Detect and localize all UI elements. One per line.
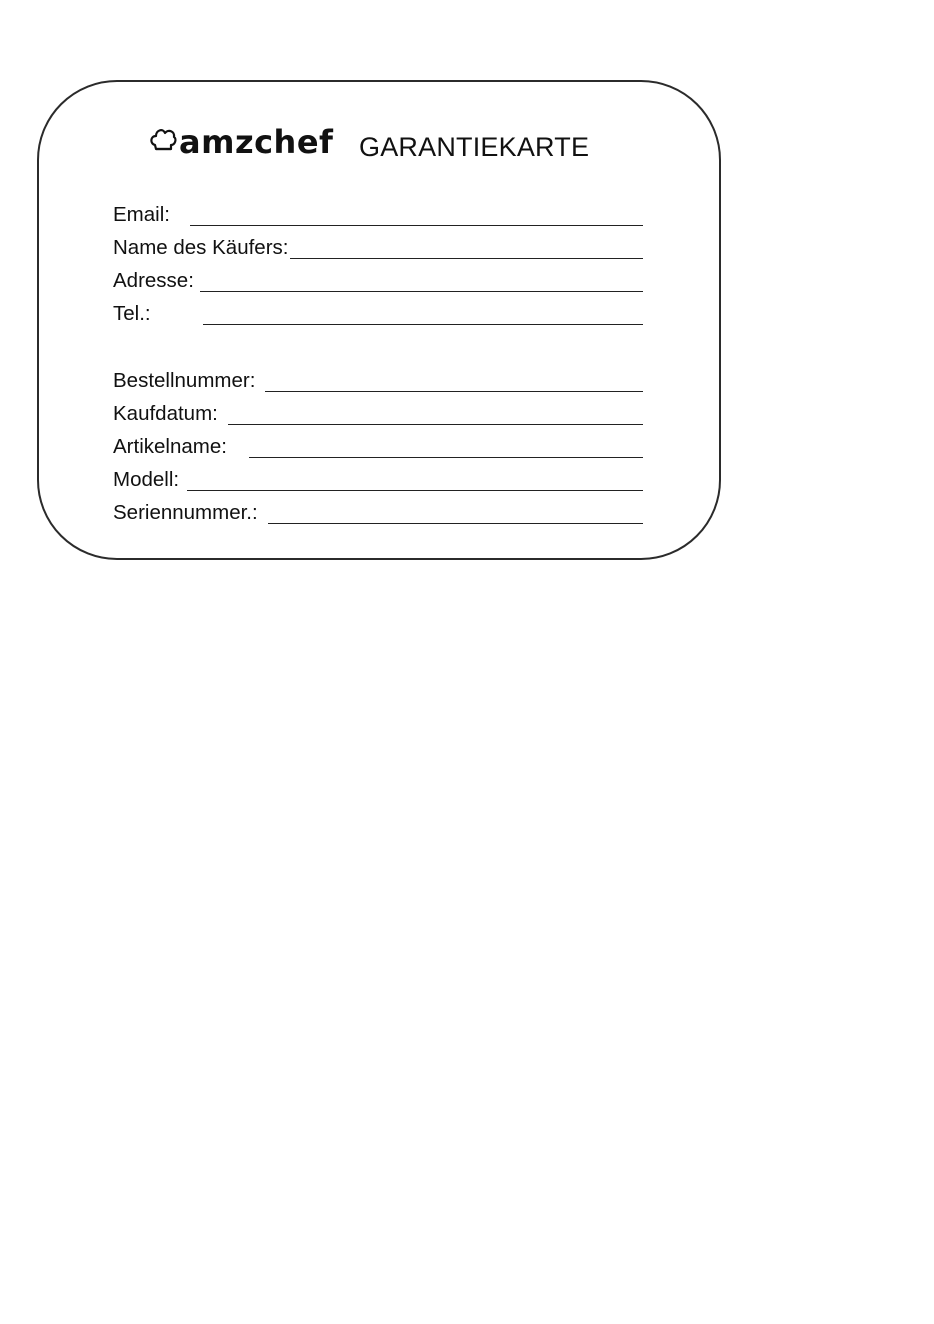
phone-field[interactable]	[113, 299, 643, 327]
serial-number-field[interactable]	[113, 498, 643, 526]
field-line-order-number[interactable]	[265, 391, 643, 392]
chef-hat-icon	[149, 127, 177, 157]
article-name-field[interactable]	[113, 432, 643, 460]
field-label-serial-number: Seriennummer.:	[113, 500, 258, 524]
field-label-address: Adresse:	[113, 268, 194, 292]
field-label-phone: Tel.:	[113, 301, 151, 325]
purchase-date-field[interactable]	[113, 399, 643, 427]
warranty-card	[37, 80, 721, 560]
field-line-article-name[interactable]	[249, 457, 643, 458]
model-field[interactable]	[113, 465, 643, 493]
field-line-purchase-date[interactable]	[228, 424, 643, 425]
field-label-email: Email:	[113, 202, 170, 226]
field-line-email[interactable]	[190, 225, 643, 226]
field-line-phone[interactable]	[203, 324, 643, 325]
buyer-name-field[interactable]	[113, 233, 643, 261]
card-title: GARANTIEKARTE	[359, 132, 590, 162]
brand-logo	[149, 123, 334, 161]
order-number-field[interactable]	[113, 366, 643, 394]
field-label-buyer-name: Name des Käufers:	[113, 235, 289, 259]
brand-name: amzchef	[179, 123, 334, 161]
field-line-address[interactable]	[200, 291, 643, 292]
field-line-buyer-name[interactable]	[290, 258, 643, 259]
field-label-article-name: Artikelname:	[113, 434, 227, 458]
field-label-model: Modell:	[113, 467, 180, 491]
address-field[interactable]	[113, 266, 643, 294]
field-label-purchase-date: Kaufdatum:	[113, 401, 218, 425]
field-line-serial-number[interactable]	[268, 523, 643, 524]
email-field[interactable]	[113, 200, 643, 228]
field-label-order-number: Bestellnummer:	[113, 368, 256, 392]
field-line-model[interactable]	[187, 490, 643, 491]
